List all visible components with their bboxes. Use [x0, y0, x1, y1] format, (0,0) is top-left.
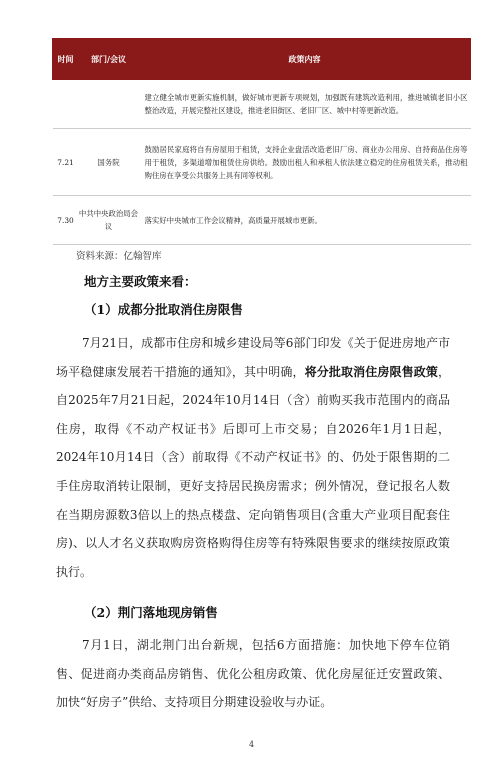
table-row: [53, 129, 471, 196]
item-paragraph-chengdu: [56, 329, 450, 586]
row-dept: [79, 80, 139, 129]
header-time: 时间: [53, 39, 79, 80]
table-row: [53, 80, 471, 129]
row-dept: 国务院: [79, 129, 139, 196]
row-content: 鼓励居民家庭将自有房屋用于租赁，支持企业盘活改造老旧厂房、商业办公用房、自持商品住房等用于租赁，多渠道增加租赁住房供给。鼓励出租人和承租人依法建立稳定的住房租赁关系，推动租购住房在享受公共服务上具有同等权利。: [139, 129, 471, 196]
para-text: 7月1日，湖北荆门出台新规，包括6方面措施：加快地下停车位销售、促进商办类商品房销售、优化公租房政策、优化房屋征迁安置政策、加快“好房子”供给、支持项目分期建设验收与办证。: [56, 638, 450, 710]
para-text: 7月21日，成都市住房和城乡建设局等6部门印发《关于促进房地产市场平稳健康发展若干措施的通知》，其中明确，: [56, 336, 450, 379]
item-heading-chengdu: （1）成都分批取消住房限售: [84, 302, 243, 317]
row-date: [53, 80, 79, 129]
table-header-row: [53, 39, 471, 80]
header-content: 政策内容: [139, 39, 471, 80]
item-heading-jingmen: （2）荆门落地现房销售: [84, 605, 218, 620]
header-dept: 部门/会议: [79, 39, 139, 80]
row-content: 建立健全城市更新实施机制，做好城市更新专项规划，加强既有建筑改造利用，推进城镇老旧小区整治改造，开展完整社区建设，推进老旧街区、老旧厂区、城中村等更新改造。: [139, 80, 471, 129]
para-text: ，自2025年7月21日起，2024年10月14日（含）前购买我市范围内的商品住房，取得《不动产权证书》后即可上市交易；自2026年1月1日起，2024年10月14日（含）前取得《不动产权证书》的、仍处于限售期的二手住房取消转让限制，更好支持居民换房需求；例外情况，登记报名人数在当期房源数3倍以上的热点楼盘、定向销售项目(含重大产业项目配套住房)、以人才名义获取购房资格购得住房等有特殊限售要求的继续按原政策执行。: [56, 364, 450, 579]
page-number: 4: [248, 740, 255, 749]
para-emphasis: 将分批取消住房限售政策: [304, 364, 438, 379]
item-paragraph-jingmen: [56, 631, 450, 717]
row-content: 落实好中央城市工作会议精神，高质量开展城市更新。: [139, 196, 471, 245]
row-date: 7.30: [53, 196, 79, 245]
row-date: 7.21: [53, 129, 79, 196]
section-title: 地方主要政策来看：: [84, 274, 197, 289]
table-row: [53, 196, 471, 245]
policy-table: [52, 38, 471, 245]
source-note: 资料来源：亿翰智库: [76, 251, 162, 262]
row-dept: 中共中央政治局会议: [79, 196, 139, 245]
